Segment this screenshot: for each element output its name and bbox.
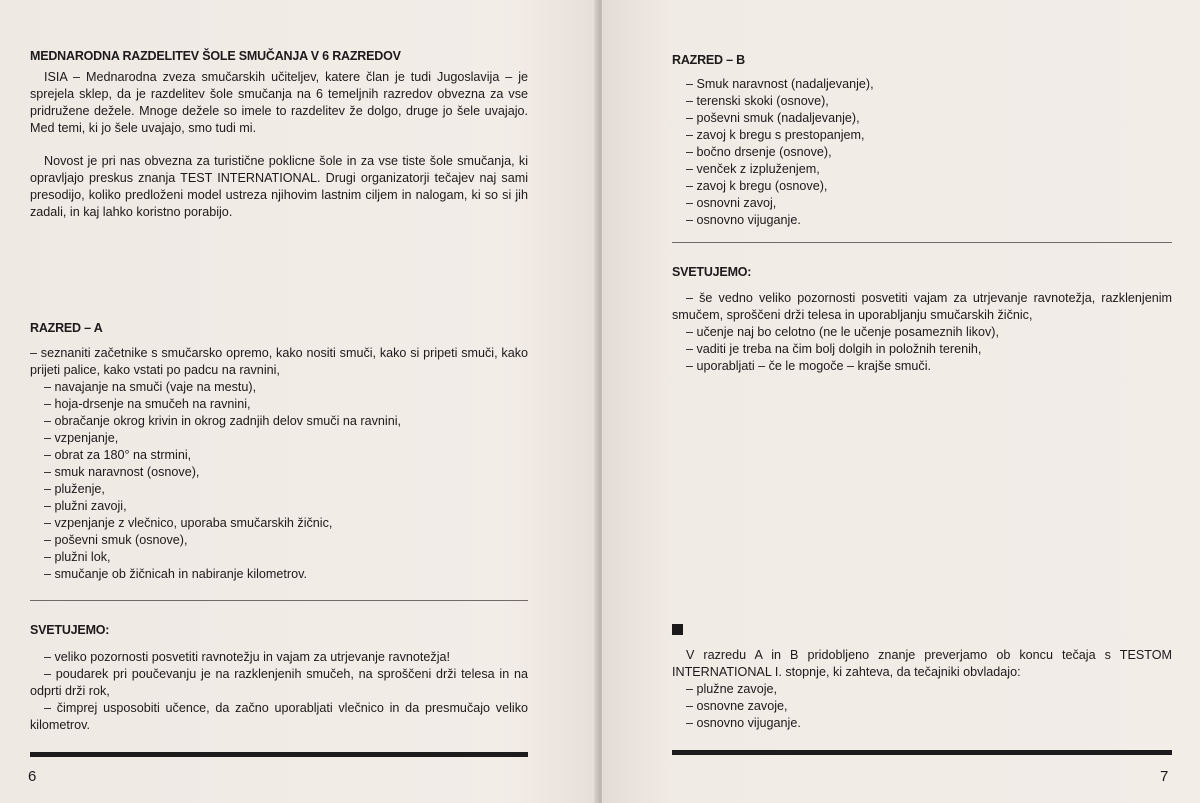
second-paragraph: Novost je pri nas obvezna za turistične poklicne šole in za vse tiste šole smučanja, ki opravljajo preskus znanja TEST INTERNATIONAL. Drugi organizatorji tečajev naj sami presodijo, koliko predloženi model ustreza njihovim lastnim ciljem in nalogam, ki so si jih zadali, in kaj lahko koristno porabijo. [30, 154, 528, 219]
list-item: – osnovne zavoje, [686, 699, 788, 713]
list-item: – Smuk naravnost (nadaljevanje), [686, 77, 874, 91]
section-a [30, 320, 528, 583]
list-item: – vzpenjanje z vlečnico, uporaba smučarskih žičnic, [44, 516, 333, 530]
section-b-heading: RAZRED – B [672, 53, 746, 67]
list-item: – osnovni zavoj, [686, 196, 777, 210]
divider [672, 242, 1172, 243]
advice-b-heading: SVETUJEMO: [672, 265, 752, 279]
section-a-first-item: – seznaniti začetnike s smučarsko opremo, kako nositi smuči, kako si pripeti smuči, kako prijeti palice, kako vstati po padcu na ravnini, [30, 346, 528, 377]
square-bullet-icon [672, 624, 683, 635]
section-a-list [30, 379, 528, 583]
left-page [0, 0, 598, 803]
note-text: V razredu A in B pridobljeno znanje preverjamo ob koncu tečaja s TESTOM INTERNATIONAL I. stopnje, ki zahteva, da tečajniki obvladajo: [672, 648, 1172, 679]
advice-b-first-item: – še vedno veliko pozornosti posvetiti vajam za utrjevanje ravnotežja, razklenjenim smučem, sproščeni drži telesa in uporabljanju smučarskih žičnic, [672, 291, 1172, 322]
section-a-heading: RAZRED – A [30, 321, 103, 335]
list-item: – smuk naravnost (osnove), [44, 465, 200, 479]
list-item: – poševni smuk (nadaljevanje), [686, 111, 860, 125]
list-item: – plužni zavoji, [44, 499, 127, 513]
page-number-right: 7 [1160, 768, 1169, 785]
list-item: – osnovno vijuganje. [686, 716, 801, 730]
list-item: – venček z izpluženjem, [686, 162, 820, 176]
list-item: – plužne zavoje, [686, 682, 778, 696]
list-item: – zavoj k bregu s prestopanjem, [686, 128, 865, 142]
intro-block [30, 48, 528, 221]
page-number-left: 6 [28, 768, 37, 785]
footer-bar [672, 750, 1172, 755]
list-item: – hoja-drsenje na smučeh na ravnini, [44, 397, 251, 411]
list-item: – smučanje ob žičnicah in nabiranje kilometrov. [44, 567, 307, 581]
intro-paragraph: ISIA – Mednarodna zveza smučarskih učiteljev, katere član je tudi Jugoslavija – je sprejela sklep, da je razdelitev šole smučanja na 6 temeljnih razredov obvezna za vse pridružene dežele. Mnoge dežele so imele to razdelitev že dolgo, druge jo šele uvajajo. Med temi, ki jo šele uvajajo, smo tudi mi. [30, 70, 528, 135]
list-item: – obračanje okrog krivin in okrog zadnjih delov smuči na ravnini, [44, 414, 402, 428]
advice-a-heading: SVETUJEMO: [30, 623, 110, 637]
list-item: – učenje naj bo celotno (ne le učenje posameznih likov), [686, 325, 999, 339]
section-b [672, 52, 1172, 229]
list-item: – vaditi je treba na čim bolj dolgih in položnih terenih, [686, 342, 982, 356]
list-item: – uporabljati – če le mogoče – krajše smuči. [686, 359, 932, 373]
list-item: – navajanje na smuči (vaje na mestu), [44, 380, 257, 394]
list-item: – pluženje, [44, 482, 105, 496]
test-note [672, 647, 1172, 732]
advice-b [672, 264, 1172, 375]
list-item: – plužni lok, [44, 550, 111, 564]
divider [30, 600, 528, 601]
footer-bar [30, 752, 528, 757]
list-item: – poševni smuk (osnove), [44, 533, 188, 547]
advice-a [30, 622, 528, 734]
list-item: – osnovno vijuganje. [686, 213, 801, 227]
list-item: – obrat za 180° na strmini, [44, 448, 192, 462]
section-b-list [672, 76, 1172, 229]
list-item: – zavoj k bregu (osnove), [686, 179, 828, 193]
right-page [602, 0, 1200, 803]
list-item: – terenski skoki (osnove), [686, 94, 829, 108]
list-item: – vzpenjanje, [44, 431, 119, 445]
list-item: – bočno drsenje (osnove), [686, 145, 832, 159]
list-item: – veliko pozornosti posvetiti ravnotežju in vajam za utrjevanje ravnotežja! [44, 650, 451, 664]
page-title: MEDNARODNA RAZDELITEV ŠOLE SMUČANJA V 6 RAZREDOV [30, 49, 401, 63]
list-item: – poudarek pri poučevanju je na razklenjenih smučeh, na sproščeni drži telesa in na odprti drži rok, [30, 667, 528, 698]
list-item: – čimprej usposobiti učence, da začno uporabljati vlečnico in da presmučajo veliko kilometrov. [30, 701, 528, 732]
